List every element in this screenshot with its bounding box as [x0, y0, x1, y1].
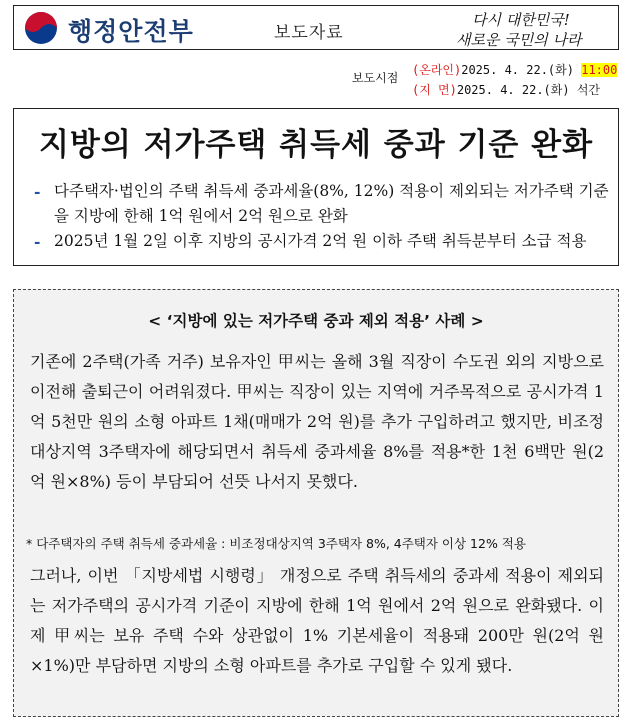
case-paragraph-1: 기존에 2주택(가족 거주) 보유자인 甲씨는 올해 3월 직장이 수도권 외의 지방으로 이전해 출퇴근이 어려워졌다. 甲씨는 직장이 있는 지역에 거주목적으로 공시가격 1억 5천만 원의 소형 아파트 1채(매매가 2억 원)를 추가 구입하려고 했지만, 비조정대상지역 3주택자에 해당되면서 취득세 중과세율 8%를 적용*한 1천 6백만 원(2억 원×8%) 등이 부담되어 선뜻 나서지 못했다.: [30, 352, 604, 491]
paper-date: 2025. 4. 22.(화) 석간: [456, 83, 601, 97]
slogan: [454, 9, 614, 49]
government-logo-icon: [24, 11, 58, 45]
slogan-line-2: 새로운 국민의 나라: [456, 31, 582, 49]
release-online-row: [412, 61, 617, 78]
case-footnote: * 다주택자의 주택 취득세 중과세율 : 비조정대상지역 3주택자 8%, 4주택자 이상 12% 적용: [26, 536, 526, 551]
summary-bullet-text: 다주택자·법인의 주택 취득세 중과세율(8%, 12%) 적용이 제외되는 저가주택 기준을 지방에 한해 1억 원에서 2억 원으로 완화: [54, 182, 609, 225]
headline: 지방의 저가주택 취득세 중과 기준 완화: [38, 127, 594, 163]
case-example-box: [13, 289, 619, 717]
online-tag: (온라인): [412, 63, 462, 77]
slogan-line-1: 다시 대한민국!: [472, 11, 570, 29]
online-date: 2025. 4. 22.(화): [461, 63, 574, 77]
release-label: 보도시점: [352, 71, 399, 85]
headline-box: [13, 108, 619, 266]
summary-bullet: [34, 179, 612, 229]
header-banner: [13, 5, 619, 50]
case-title: < ‘지방에 있는 저가주택 중과 제외 적용’ 사례 >: [148, 312, 484, 330]
release-paper-row: [412, 81, 600, 98]
online-time: 11:00: [581, 63, 618, 77]
summary-bullets: [34, 179, 612, 254]
summary-bullet-text: 2025년 1월 2일 이후 지방의 공시가격 2억 원 이하 주택 취득분부터 소급 적용: [54, 232, 587, 250]
dash-icon: -: [34, 182, 41, 201]
ministry-name: 행정안전부: [68, 17, 194, 46]
summary-bullet: [34, 229, 612, 254]
release-timing: [0, 58, 632, 102]
case-paragraph-2: 그러나, 이번 「지방세법 시행령」 개정으로 주택 취득세의 중과세 적용이 제외되는 저가주택의 공시가격 기준이 지방에 한해 1억 원에서 2억 원으로 완화됐다. 이제 甲씨는 보유 주택 수와 상관없이 1% 기본세율이 적용돼 200만 원(2억 원×1%)만 부담하면 지방의 소형 아파트를 추가로 구입할 수 있게 됐다.: [30, 566, 604, 675]
dash-icon: -: [34, 232, 41, 251]
document-type: 보도자료: [274, 23, 344, 43]
paper-tag: (지 면): [412, 83, 457, 97]
